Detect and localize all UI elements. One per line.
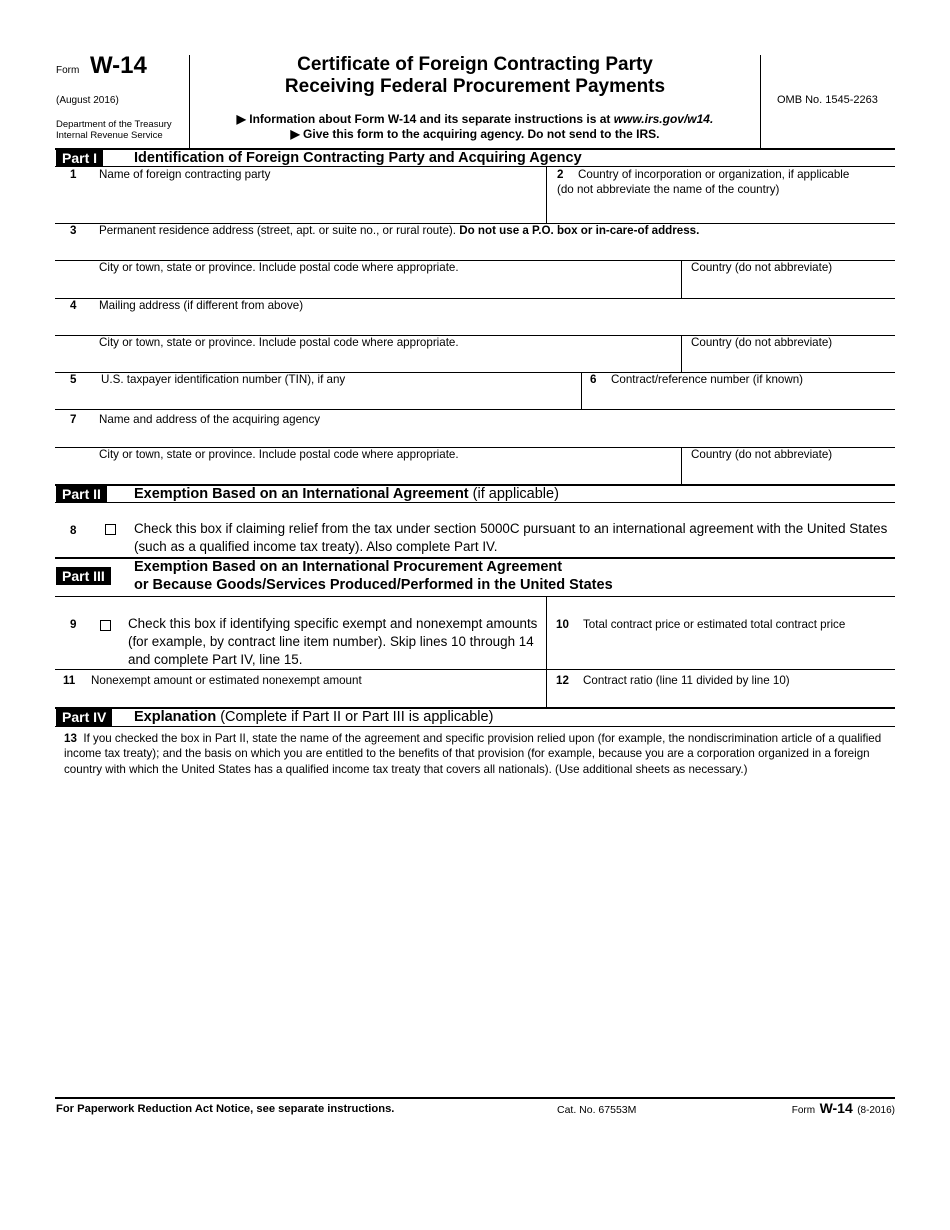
line-3-field[interactable] (56, 238, 894, 259)
line-7-country-field[interactable] (683, 462, 894, 484)
part-2-title-bold: Exemption Based on an International Agreement (134, 486, 469, 502)
line-7-city-label: City or town, state or province. Include postal code where appropriate. (99, 448, 459, 461)
line-1-field[interactable] (56, 182, 546, 222)
part-3-title-line-1: Exemption Based on an International Procurement Agreement (134, 559, 563, 575)
line-8-text: Check this box if claiming relief from the tax under section 5000C pursuant to an international agreement with the United States (such as a qualified income tax treaty). Also complete Part IV. (134, 521, 888, 554)
line-1-number: 1 (70, 168, 77, 181)
line-7-country-label: Country (do not abbreviate) (691, 448, 833, 461)
part-2-badge: Part II (56, 485, 107, 503)
info-line-1-text: ▶ Information about Form W-14 and its separate instructions is at (236, 112, 614, 126)
footer-form-word: Form (791, 1105, 816, 1116)
line-6-label: Contract/reference number (if known) (611, 373, 804, 386)
part-4-title-rest: (Complete if Part II or Part III is applicable) (216, 709, 494, 725)
catalog-number: Cat. No. 67553M (557, 1104, 637, 1116)
dept-line-1: Department of the Treasury (56, 119, 172, 130)
line-3-city-field[interactable] (56, 275, 680, 297)
form-number: W-14 (90, 52, 147, 79)
line-3-city-label: City or town, state or province. Include postal code where appropriate. (99, 261, 459, 274)
line-8-checkbox[interactable] (105, 524, 116, 535)
line-12-number: 12 (556, 674, 569, 687)
irs-url-link[interactable]: www.irs.gov/w14. (613, 112, 714, 126)
line-4-field[interactable] (56, 313, 894, 334)
footer-form-number: W-14 (819, 1100, 853, 1116)
info-line-2: ▶ Give this form to the acquiring agency. Do not send to the IRS. (290, 127, 660, 141)
line-3-warning: Do not use a P.O. box or in-care-of address. (459, 224, 700, 237)
footer-revision: (8-2016) (857, 1105, 895, 1116)
footer-form-id (700, 1100, 895, 1119)
line-10-field[interactable] (548, 634, 894, 668)
line-4-city-label: City or town, state or province. Include postal code where appropriate. (99, 336, 459, 349)
form-title-line-2: Receiving Federal Procurement Payments (284, 76, 666, 97)
line-3-country-label: Country (do not abbreviate) (691, 261, 833, 274)
part-1-badge: Part I (56, 149, 103, 167)
line-11-number: 11 (63, 674, 76, 687)
line-7-field[interactable] (56, 427, 894, 446)
line-7-number: 7 (70, 413, 77, 426)
line-4-country-label: Country (do not abbreviate) (691, 336, 833, 349)
line-9-checkbox[interactable] (100, 620, 111, 631)
paperwork-notice: For Paperwork Reduction Act Notice, see separate instructions. (56, 1103, 395, 1115)
line-5-number: 5 (70, 373, 77, 386)
line-4-number: 4 (70, 299, 77, 312)
line-13-explanation-field[interactable] (56, 796, 894, 1096)
line-9-text: Check this box if identifying specific exempt and nonexempt amounts (for example, by contract line item number). Skip lines 10 through 14 and complete Part IV, line 15. (128, 616, 538, 667)
line-3-number: 3 (70, 224, 77, 237)
line-4-city-field[interactable] (56, 350, 680, 372)
line-8-number: 8 (70, 524, 77, 537)
line-13-text (64, 731, 894, 777)
form-title-line-1: Certificate of Foreign Contracting Party (297, 54, 653, 75)
line-10-number: 10 (556, 618, 569, 631)
line-5-label: U.S. taxpayer identification number (TIN), if any (101, 373, 346, 386)
line-12-field[interactable] (548, 688, 894, 706)
part-2-title-rest: (if applicable) (468, 486, 559, 502)
line-13-instructions: If you checked the box in Part II, state the name of the agreement and specific provision relied upon (for example, the nondiscrimination article of a qualified income tax treaty); and the basis on which you are entitled to the benefits of that provision (for example, because you are a corporation organized in a foreign country with which the United States has a qualified income tax treaty that covers all nationals). (Use additional sheets as necessary.) (64, 732, 882, 776)
form-revision: (August 2016) (56, 95, 119, 106)
line-6-contract-field[interactable] (583, 387, 894, 409)
line-4-country-field[interactable] (683, 350, 894, 372)
line-12-label: Contract ratio (line 11 divided by line 10) (583, 674, 790, 687)
part-2-title (134, 485, 559, 503)
line-6-number: 6 (590, 373, 597, 386)
line-2-label-a: Country of incorporation or organization, if applicable (578, 168, 850, 181)
line-5-tin-field[interactable] (56, 387, 580, 409)
line-2-number: 2 (557, 168, 564, 181)
line-11-field[interactable] (56, 688, 544, 706)
part-4-title (134, 708, 493, 726)
line-3-label-text: Permanent residence address (street, apt. or suite no., or rural route). (99, 224, 457, 237)
line-10-label: Total contract price or estimated total contract price (583, 618, 846, 631)
part-3-title-line-2: or Because Goods/Services Produced/Performed in the United States (134, 577, 613, 593)
line-4-label: Mailing address (if different from above) (99, 299, 304, 312)
line-7-city-field[interactable] (56, 462, 680, 484)
part-4-badge: Part IV (56, 708, 112, 726)
omb-number: OMB No. 1545-2263 (777, 94, 878, 106)
line-3-label (99, 224, 699, 238)
dept-line-2: Internal Revenue Service (56, 130, 163, 141)
info-line-1 (190, 112, 760, 126)
line-11-label: Nonexempt amount or estimated nonexempt amount (91, 674, 362, 687)
line-13-number: 13 (64, 732, 77, 745)
line-9-number: 9 (70, 618, 77, 631)
part-1-title: Identification of Foreign Contracting Party and Acquiring Agency (134, 150, 582, 166)
form-word: Form (56, 65, 80, 76)
line-1-label: Name of foreign contracting party (99, 168, 271, 181)
line-7-label: Name and address of the acquiring agency (99, 413, 321, 426)
line-2-field[interactable] (548, 198, 894, 222)
part-3-badge: Part III (56, 567, 111, 585)
line-3-country-field[interactable] (683, 275, 894, 297)
part-4-title-bold: Explanation (134, 709, 217, 725)
line-2-label-b: (do not abbreviate the name of the country) (557, 183, 780, 196)
